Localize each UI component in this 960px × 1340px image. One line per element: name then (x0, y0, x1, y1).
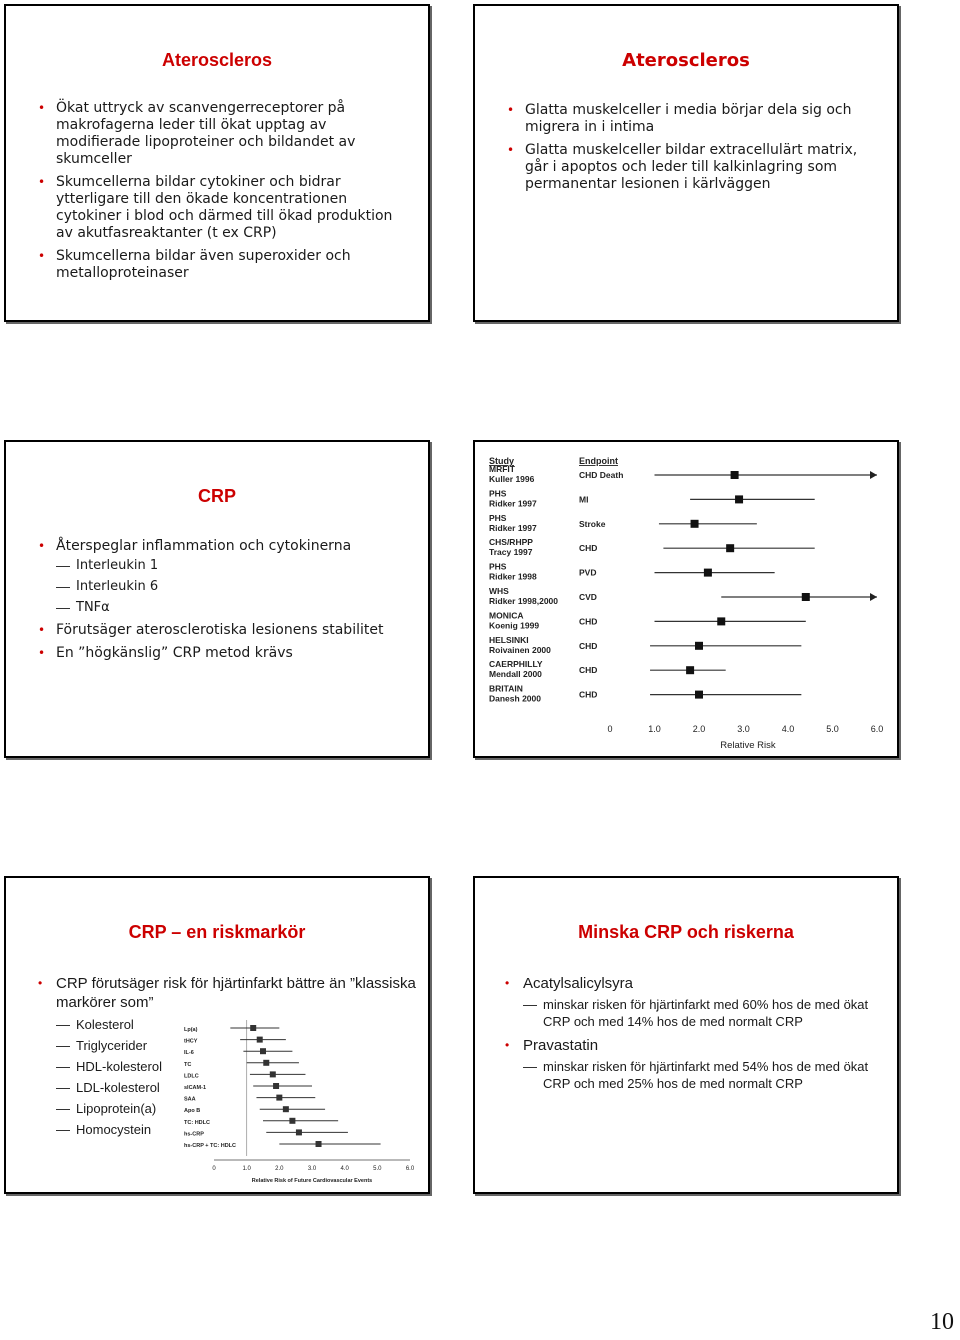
slide-title: Ateroscleros (622, 50, 750, 71)
bullet: • Skumcellerna bildar även superoxider och metalloproteinaser (38, 248, 410, 282)
ci-arrow (870, 471, 877, 479)
rr-marker (695, 691, 703, 699)
bullet-text: Återspeglar inflammation och cytokinerna (56, 538, 352, 554)
slide-body (38, 100, 410, 288)
slide-forest-plot (473, 440, 899, 758)
rr-marker (731, 471, 739, 479)
x-tick-label: 3.0 (307, 1166, 317, 1172)
marker-label: tHCY (184, 1038, 198, 1045)
risk-marker-chart (182, 1018, 422, 1188)
bullet-text: CRP förutsäger risk för hjärtinfarkt bättre än ”klassiska markörer som” (56, 975, 416, 1011)
x-tick-label: 4.0 (781, 724, 795, 734)
rr-marker (289, 1118, 295, 1124)
sub-bullet: Kolesterol (38, 1016, 418, 1033)
sub-bullet: HDL-kolesterol (38, 1058, 418, 1075)
x-axis-label: Relative Risk (720, 740, 776, 751)
study-name: CHS/RHPP (489, 537, 533, 548)
study-endpoint: CHD (579, 665, 598, 676)
study-ref: Tracy 1997 (489, 547, 533, 558)
marker-label: IL-6 (184, 1050, 194, 1057)
x-tick-label: 2.0 (275, 1166, 284, 1172)
x-tick-label: 5.0 (826, 724, 839, 734)
ci-arrow (870, 593, 877, 601)
rr-marker (283, 1106, 289, 1112)
sub-bullet: minskar risken för hjärtinfarkt med 54% hos de med ökat CRP och med 25% hos de med normalt CRP (505, 1058, 877, 1092)
study-endpoint: CHD Death (579, 470, 624, 480)
marker-label: hs-CRP (184, 1131, 204, 1138)
rr-marker (273, 1083, 279, 1089)
study-ref: Danesh 2000 (489, 693, 541, 704)
slide-title: CRP – en riskmarkör (128, 922, 306, 942)
bullet: • Glatta muskelceller i media börjar dela sig och migrera in i intima (507, 102, 879, 136)
slide-title: Ateroscleros (161, 50, 273, 70)
rr-marker (296, 1129, 302, 1135)
rr-marker (686, 666, 694, 674)
rr-marker (270, 1071, 276, 1077)
slide-crp-riskmarkor (4, 876, 430, 1194)
study-endpoint: PVD (579, 567, 597, 578)
header-endpoint: Endpoint (579, 456, 618, 466)
sub-bullet: LDL-kolesterol (38, 1079, 418, 1096)
marker-label: Lp(a) (184, 1027, 198, 1033)
x-tick-label: 5.0 (373, 1166, 382, 1172)
x-tick-label: 6.0 (870, 724, 884, 734)
x-tick-label: 3.0 (737, 724, 750, 734)
slide-title: Minska CRP och riskerna (578, 922, 794, 942)
rr-marker (316, 1141, 322, 1147)
study-name: PHS (489, 488, 507, 499)
marker-label: TC: HDLC (184, 1119, 210, 1126)
bullet: • Skumcellerna bildar cytokiner och bidrar ytterligare till den ökade koncentrationen cytokiner i blod och därmed till ökad produktion av akutfasreaktanter (t ex CRP) (38, 174, 410, 242)
sub-bullet: TNFα (38, 599, 410, 616)
slide-body (507, 102, 879, 199)
sub-bullet: Interleukin 6 (38, 578, 410, 595)
rr-marker (691, 520, 699, 528)
bullet: • Ökat uttryck av scanvengerreceptorer på makrofagerna leder till ökat upptag av modifierade lipoproteiner och bildandet av skumceller (38, 100, 410, 168)
study-name: PHS (489, 561, 507, 572)
study-endpoint: Stroke (579, 518, 606, 529)
x-tick-label: 0 (212, 1166, 216, 1172)
study-endpoint: CVD (579, 592, 597, 602)
bullet: • Förutsäger aterosclerotiska lesionens stabilitet (38, 622, 410, 639)
study-endpoint: CHD (579, 616, 598, 627)
rr-marker (726, 544, 734, 552)
study-ref: Ridker 1998,2000 (489, 596, 558, 606)
sub-bullet: Lipoprotein(a) (38, 1100, 418, 1117)
bullet (38, 538, 410, 616)
x-tick-label: 2.0 (692, 724, 706, 734)
rr-marker (735, 495, 743, 503)
x-tick-label: 1.0 (242, 1166, 251, 1172)
study-endpoint: CHD (579, 640, 598, 651)
slide-body (38, 538, 410, 668)
slide-crp (4, 440, 430, 758)
study-ref: Roivainen 2000 (489, 644, 551, 655)
marker-label: hs-CRP + TC: HDLC (184, 1143, 236, 1149)
forest-plot-chart (475, 442, 897, 756)
study-ref: Koenig 1999 (489, 620, 540, 631)
rr-marker (802, 593, 810, 601)
rr-marker (695, 642, 703, 650)
marker-label: TC (184, 1061, 192, 1068)
slide-title: CRP (197, 486, 236, 506)
sub-bullet: Triglycerider (38, 1037, 418, 1054)
rr-marker (704, 569, 712, 577)
rr-marker (260, 1048, 266, 1054)
study-name: BRITAIN (489, 683, 523, 694)
x-tick-label: 0 (607, 724, 613, 734)
rr-marker (250, 1025, 256, 1031)
study-name: HELSINKI (489, 634, 529, 645)
x-tick-label: 6.0 (405, 1166, 415, 1172)
slide-body (505, 974, 877, 1098)
bullet: • Glatta muskelceller bildar extracellulärt matrix, går i apoptos och leder till kalkinlagring som permanentar lesionen i kärlväggen (507, 142, 879, 193)
rr-marker (276, 1095, 282, 1101)
rr-marker (263, 1060, 269, 1066)
marker-label: SAA (184, 1096, 196, 1103)
x-tick-label: 4.0 (340, 1166, 349, 1172)
study-ref: Kuller 1996 (489, 474, 535, 484)
sub-bullet: Interleukin 1 (38, 557, 410, 574)
slide-minska-crp (473, 876, 899, 1194)
bullet-text: Acatylsalicylsyra (523, 975, 634, 992)
sub-bullet: minskar risken för hjärtinfarkt med 60% hos de med ökat CRP och med 14% hos de med normalt CRP (505, 996, 877, 1030)
marker-label: Apo B (184, 1108, 201, 1115)
bullet (505, 1036, 877, 1092)
bullet (505, 974, 877, 1030)
study-name: MONICA (489, 610, 524, 621)
study-endpoint: CHD (579, 689, 598, 700)
bullet: • En ”högkänslig” CRP metod krävs (38, 645, 410, 662)
study-ref: Ridker 1998 (489, 571, 537, 582)
rr-marker (257, 1037, 263, 1043)
rr-marker (717, 617, 725, 625)
sub-bullet: Homocystein (38, 1121, 418, 1138)
marker-label: sICAM-1 (184, 1085, 207, 1091)
study-ref: Ridker 1997 (489, 522, 537, 533)
study-endpoint: CHD (579, 543, 598, 554)
header-study: Study (489, 456, 515, 466)
x-axis-label: Relative Risk of Future Cardiovascular Events (251, 1178, 373, 1184)
x-tick-label: 1.0 (648, 724, 661, 734)
study-name: PHS (489, 512, 507, 523)
bullet-text: Pravastatin (523, 1037, 599, 1054)
study-name: WHS (489, 586, 509, 596)
study-ref: Ridker 1997 (489, 498, 537, 509)
slide-ateroscleros-1 (4, 4, 430, 322)
study-endpoint: MI (579, 494, 589, 505)
study-name: MRFIT (489, 464, 515, 474)
slide-ateroscleros-2 (473, 4, 899, 322)
marker-label: LDLC (184, 1073, 199, 1080)
study-ref: Mendall 2000 (489, 669, 542, 680)
page-number: 10 (930, 1309, 954, 1335)
study-name: CAERPHILLY (489, 659, 543, 670)
